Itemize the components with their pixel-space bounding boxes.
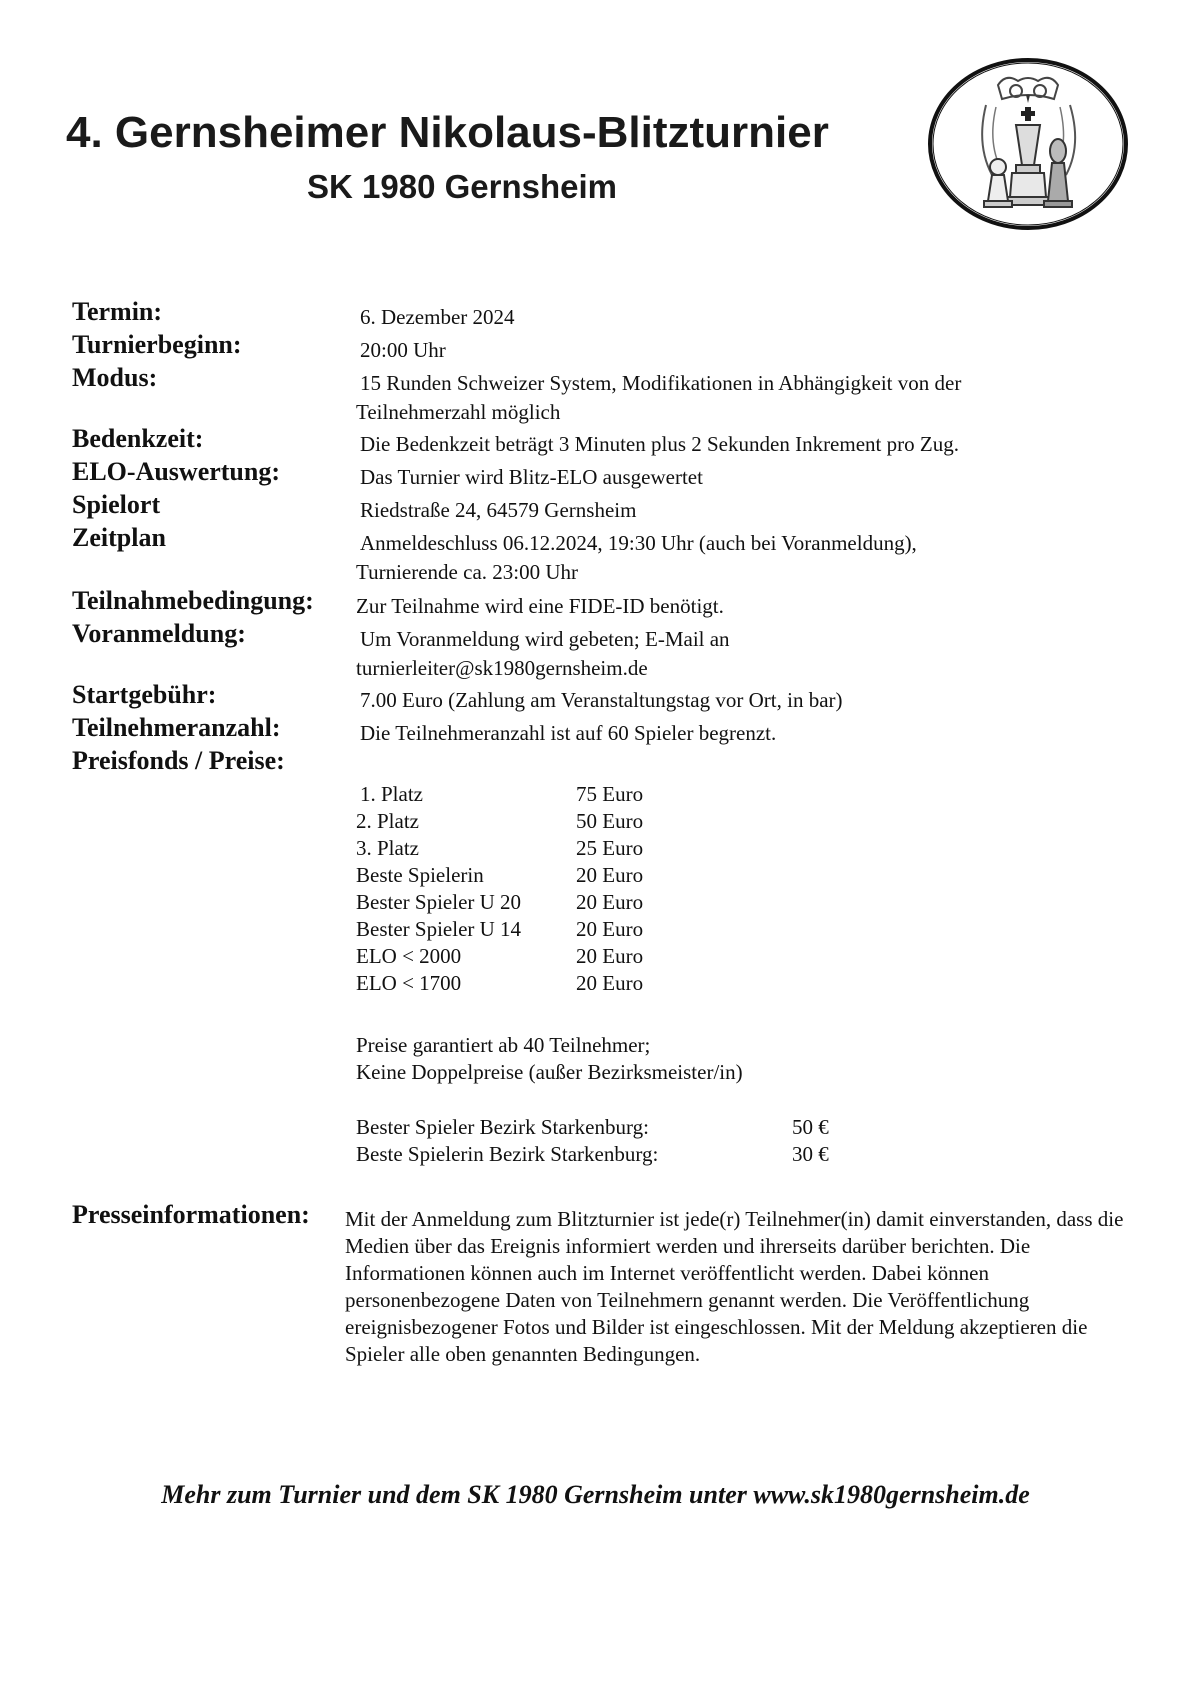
prize-note-guarantee: Preise garantiert ab 40 Teilnehmer;: [356, 1033, 651, 1057]
prize-place: Bester Spieler U 14: [356, 917, 522, 941]
value-startgebuehr: 7.00 Euro (Zahlung am Veranstaltungstag vor Ort, in bar): [360, 688, 843, 712]
prize-amount: 20 Euro: [576, 944, 644, 968]
prize-amount: 75 Euro: [576, 782, 644, 806]
district-prize-place: Bester Spieler Bezirk Starkenburg:: [356, 1115, 649, 1139]
label-modus: Modus:: [72, 363, 158, 392]
prize-place: 2. Platz: [356, 809, 419, 833]
value-modus-line1: 15 Runden Schweizer System, Modifikationen in Abhängigkeit von der: [360, 371, 962, 395]
prize-place: 1. Platz: [360, 782, 423, 806]
prize-place: 3. Platz: [356, 836, 419, 860]
label-spielort: Spielort: [72, 490, 161, 519]
prize-amount: 20 Euro: [576, 890, 644, 914]
value-turnierbeginn: 20:00 Uhr: [360, 338, 446, 362]
prize-amount: 20 Euro: [576, 971, 644, 995]
value-voranmeldung-line1: Um Voranmeldung wird gebeten; E-Mail an: [360, 627, 730, 651]
value-elo-auswertung: Das Turnier wird Blitz-ELO ausgewertet: [360, 465, 703, 489]
value-zeitplan-line1: Anmeldeschluss 06.12.2024, 19:30 Uhr (auch bei Voranmeldung),: [360, 531, 917, 555]
district-prize-place: Beste Spielerin Bezirk Starkenburg:: [356, 1142, 659, 1166]
prize-place: ELO < 2000: [356, 944, 462, 968]
label-preise: Preisfonds / Preise:: [72, 746, 285, 775]
label-teilnahmebedingung: Teilnahmebedingung:: [72, 586, 314, 615]
label-termin: Termin:: [72, 297, 163, 326]
prize-place: Bester Spieler U 20: [356, 890, 522, 914]
value-modus-line2: Teilnehmerzahl möglich: [356, 400, 561, 424]
district-prize-amount: 30 €: [792, 1142, 829, 1166]
label-bedenkzeit: Bedenkzeit:: [72, 424, 204, 453]
footer-website-note: Mehr zum Turnier und dem SK 1980 Gernsheim unter www.sk1980gernsheim.de: [161, 1480, 1030, 1509]
press-information-text: Mit der Anmeldung zum Blitzturnier ist jede(r) Teilnehmer(in) damit einverstanden, dass die Medien über das Ereignis informiert werden und ihrerseits darüber berichten. Die Informationen können auch im Internet veröffentlicht werden. Dabei können personenbezogene Daten von Teilnehmern genannt werden. Die Veröffentlichung ereignisbezogener Fotos und Bilder ist eingeschlossen. Mit der Meldung akzeptieren die Spieler alle oben genannten Bedingungen.: [345, 1207, 1124, 1366]
label-turnierbeginn: Turnierbeginn:: [72, 330, 242, 359]
value-zeitplan-line2: Turnierende ca. 23:00 Uhr: [356, 560, 579, 584]
label-voranmeldung: Voranmeldung:: [72, 619, 246, 648]
value-termin: 6. Dezember 2024: [360, 305, 515, 329]
page-title: 4. Gernsheimer Nikolaus-Blitzturnier: [66, 108, 829, 157]
chess-owl-logo-icon: [926, 55, 1130, 233]
prize-amount: 20 Euro: [576, 917, 644, 941]
label-elo-auswertung: ELO-Auswertung:: [72, 457, 281, 486]
label-startgebuehr: Startgebühr:: [72, 680, 217, 709]
prize-amount: 50 Euro: [576, 809, 644, 833]
value-bedenkzeit: Die Bedenkzeit beträgt 3 Minuten plus 2 Sekunden Inkrement pro Zug.: [360, 432, 959, 456]
club-subtitle: SK 1980 Gernsheim: [307, 168, 617, 205]
prize-note-no-double: Keine Doppelpreise (außer Bezirksmeister/in): [356, 1060, 743, 1084]
prize-place: Beste Spielerin: [356, 863, 484, 887]
label-teilnehmeranzahl: Teilnehmeranzahl:: [72, 713, 281, 742]
label-presseinformationen: Presseinformationen:: [72, 1200, 310, 1229]
prize-amount: 20 Euro: [576, 863, 644, 887]
value-teilnehmeranzahl: Die Teilnehmeranzahl ist auf 60 Spieler begrenzt.: [360, 721, 777, 745]
value-teilnahmebedingung: Zur Teilnahme wird eine FIDE-ID benötigt.: [356, 594, 724, 618]
prize-amount: 25 Euro: [576, 836, 644, 860]
value-voranmeldung-email: turnierleiter@sk1980gernsheim.de: [356, 656, 648, 680]
label-zeitplan: Zeitplan: [72, 523, 166, 552]
prize-place: ELO < 1700: [356, 971, 462, 995]
value-spielort: Riedstraße 24, 64579 Gernsheim: [360, 498, 637, 522]
district-prize-amount: 50 €: [792, 1115, 829, 1139]
